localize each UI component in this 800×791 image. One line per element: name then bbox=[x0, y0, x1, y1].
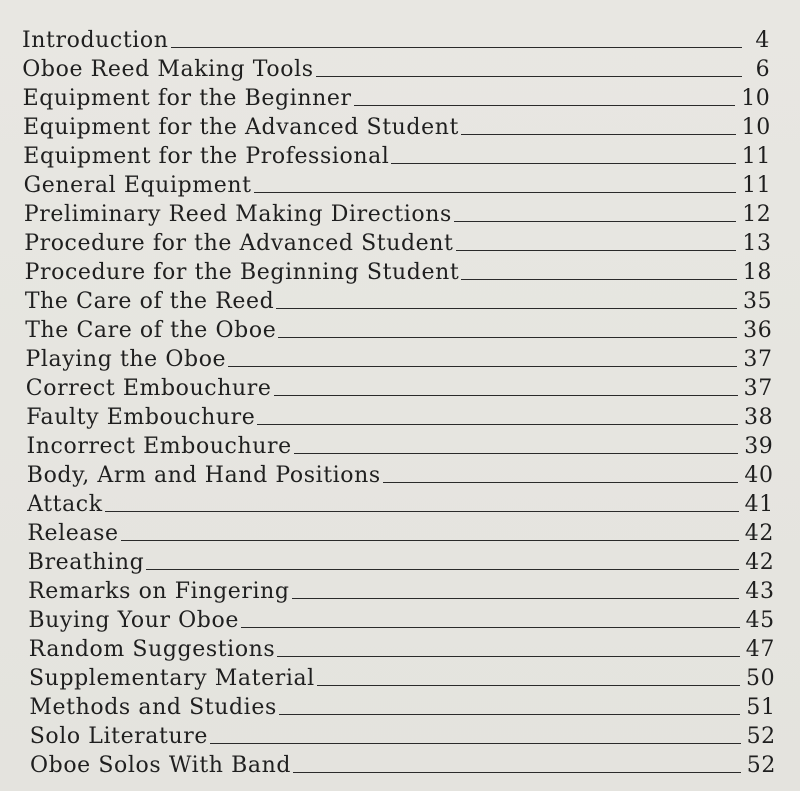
toc-entry-page: 12 bbox=[742, 202, 772, 227]
toc-entry-title: Faulty Embouchure bbox=[26, 405, 256, 430]
toc-entry-title: General Equipment bbox=[23, 173, 252, 198]
toc-entry-title: Equipment for the Professional bbox=[23, 144, 390, 169]
toc-entry-title: Correct Embouchure bbox=[25, 376, 272, 401]
toc-leader-line bbox=[276, 308, 737, 309]
toc-entry-title: Equipment for the Advanced Student bbox=[23, 115, 459, 140]
toc-entry-page: 42 bbox=[745, 550, 775, 575]
toc-entry bbox=[26, 370, 773, 402]
toc-leader-line bbox=[293, 772, 741, 773]
toc-entry bbox=[26, 399, 773, 431]
toc-entry bbox=[24, 196, 772, 228]
toc-leader-line bbox=[146, 569, 739, 570]
toc-entry-page: 52 bbox=[746, 724, 776, 749]
toc-entry-title: Oboe Solos With Band bbox=[30, 753, 292, 778]
toc-entry-title: Supplementary Material bbox=[29, 666, 315, 691]
toc-entry-page: 41 bbox=[744, 492, 774, 517]
toc-entry bbox=[27, 515, 774, 547]
toc-leader-line bbox=[317, 685, 740, 686]
toc-entry-title: Preliminary Reed Making Directions bbox=[23, 202, 452, 227]
toc-entry bbox=[22, 22, 770, 54]
toc-entry-page: 37 bbox=[743, 347, 773, 372]
toc-entry-page: 4 bbox=[755, 28, 770, 53]
toc-leader-line bbox=[456, 250, 737, 251]
toc-entry bbox=[23, 109, 771, 141]
toc-entry-page: 35 bbox=[742, 289, 773, 314]
toc-leader-line bbox=[257, 424, 738, 425]
toc-entry bbox=[29, 631, 775, 663]
toc-leader-line bbox=[274, 395, 738, 396]
toc-entry-page: 13 bbox=[742, 231, 772, 256]
toc-leader-line bbox=[254, 192, 736, 193]
toc-leader-line bbox=[461, 279, 736, 280]
toc-entry-page: 45 bbox=[745, 608, 775, 633]
toc-entry-title: Remarks on Fingering bbox=[28, 579, 290, 604]
toc-entry-title: Procedure for the Advanced Student bbox=[24, 231, 454, 256]
toc-entry bbox=[30, 747, 776, 779]
toc-leader-line bbox=[294, 453, 738, 454]
toc-entry-title: Equipment for the Beginner bbox=[22, 86, 352, 111]
toc-entry-page: 39 bbox=[744, 434, 774, 459]
toc-entry-title: Procedure for the Beginning Student bbox=[24, 260, 460, 285]
toc-leader-line bbox=[292, 598, 740, 599]
toc-entry bbox=[25, 312, 772, 344]
toc-entry-title: Solo Literature bbox=[29, 724, 208, 749]
toc-entry-title: Body, Arm and Hand Positions bbox=[26, 463, 381, 488]
toc-leader-line bbox=[105, 511, 739, 512]
toc-entry bbox=[27, 486, 774, 518]
toc-entry-page: 10 bbox=[741, 86, 771, 111]
toc-entry-title: Incorrect Embouchure bbox=[26, 434, 292, 459]
toc-entry-title: The Care of the Oboe bbox=[25, 318, 277, 343]
toc-entry bbox=[22, 51, 770, 83]
toc-entry-title: Attack bbox=[27, 492, 103, 517]
toc-entry-title: Release bbox=[27, 521, 119, 546]
toc-entry-page: 42 bbox=[744, 521, 774, 546]
toc-entry bbox=[28, 544, 775, 576]
toc-entry-title: Buying Your Oboe bbox=[28, 608, 239, 633]
toc-leader-line bbox=[228, 366, 737, 367]
toc-entry-page: 51 bbox=[746, 695, 776, 720]
toc-leader-line bbox=[277, 656, 739, 657]
toc-entry-title: Introduction bbox=[22, 28, 169, 53]
toc-leader-line bbox=[121, 540, 739, 541]
toc-leader-line bbox=[171, 47, 742, 48]
toc-entry-page: 11 bbox=[741, 144, 771, 169]
toc-entry-page: 11 bbox=[741, 173, 772, 198]
toc-entry bbox=[28, 602, 774, 634]
toc-entry-title: Random Suggestions bbox=[28, 637, 276, 662]
toc-leader-line bbox=[278, 337, 737, 338]
toc-leader-line bbox=[210, 743, 741, 744]
toc-entry-page: 50 bbox=[745, 666, 776, 691]
toc-entry-page: 37 bbox=[743, 376, 773, 401]
toc-leader-line bbox=[461, 134, 736, 135]
toc-entry-page: 52 bbox=[746, 753, 776, 778]
toc-entry-page: 38 bbox=[743, 405, 774, 430]
toc-entry bbox=[27, 428, 774, 460]
toc-leader-line bbox=[316, 76, 743, 77]
toc-entry bbox=[25, 283, 772, 315]
toc-entry-page: 43 bbox=[745, 579, 775, 604]
toc-entry-title: Methods and Studies bbox=[29, 695, 277, 720]
toc-entry bbox=[25, 254, 772, 286]
toc-leader-line bbox=[279, 714, 741, 715]
toc-entry bbox=[29, 660, 775, 692]
toc-entry-title: Oboe Reed Making Tools bbox=[22, 57, 314, 82]
toc-entry bbox=[30, 718, 776, 750]
toc-entry bbox=[29, 689, 775, 721]
toc-entry-page: 40 bbox=[744, 463, 774, 488]
toc-entry bbox=[24, 167, 772, 199]
toc-entry bbox=[23, 80, 771, 112]
toc-leader-line bbox=[383, 482, 739, 483]
toc-leader-line bbox=[241, 627, 740, 628]
toc-entry-page: 6 bbox=[755, 57, 771, 82]
toc-entry bbox=[24, 225, 771, 257]
toc-entry bbox=[26, 341, 773, 373]
toc-entry-page: 36 bbox=[743, 318, 773, 343]
toc-leader-line bbox=[354, 105, 736, 106]
toc-entry bbox=[23, 138, 771, 170]
toc-entry-page: 18 bbox=[742, 260, 772, 285]
toc-entry-title: Breathing bbox=[27, 550, 145, 575]
toc-entry-page: 10 bbox=[741, 115, 771, 140]
toc-entry bbox=[28, 573, 775, 605]
toc-entry-title: Playing the Oboe bbox=[25, 347, 227, 372]
toc-entry-page: 47 bbox=[745, 637, 775, 662]
toc-entry-title: The Care of the Reed bbox=[24, 289, 275, 314]
toc-leader-line bbox=[391, 163, 735, 164]
toc-leader-line bbox=[454, 221, 736, 222]
toc-entry bbox=[27, 457, 774, 489]
